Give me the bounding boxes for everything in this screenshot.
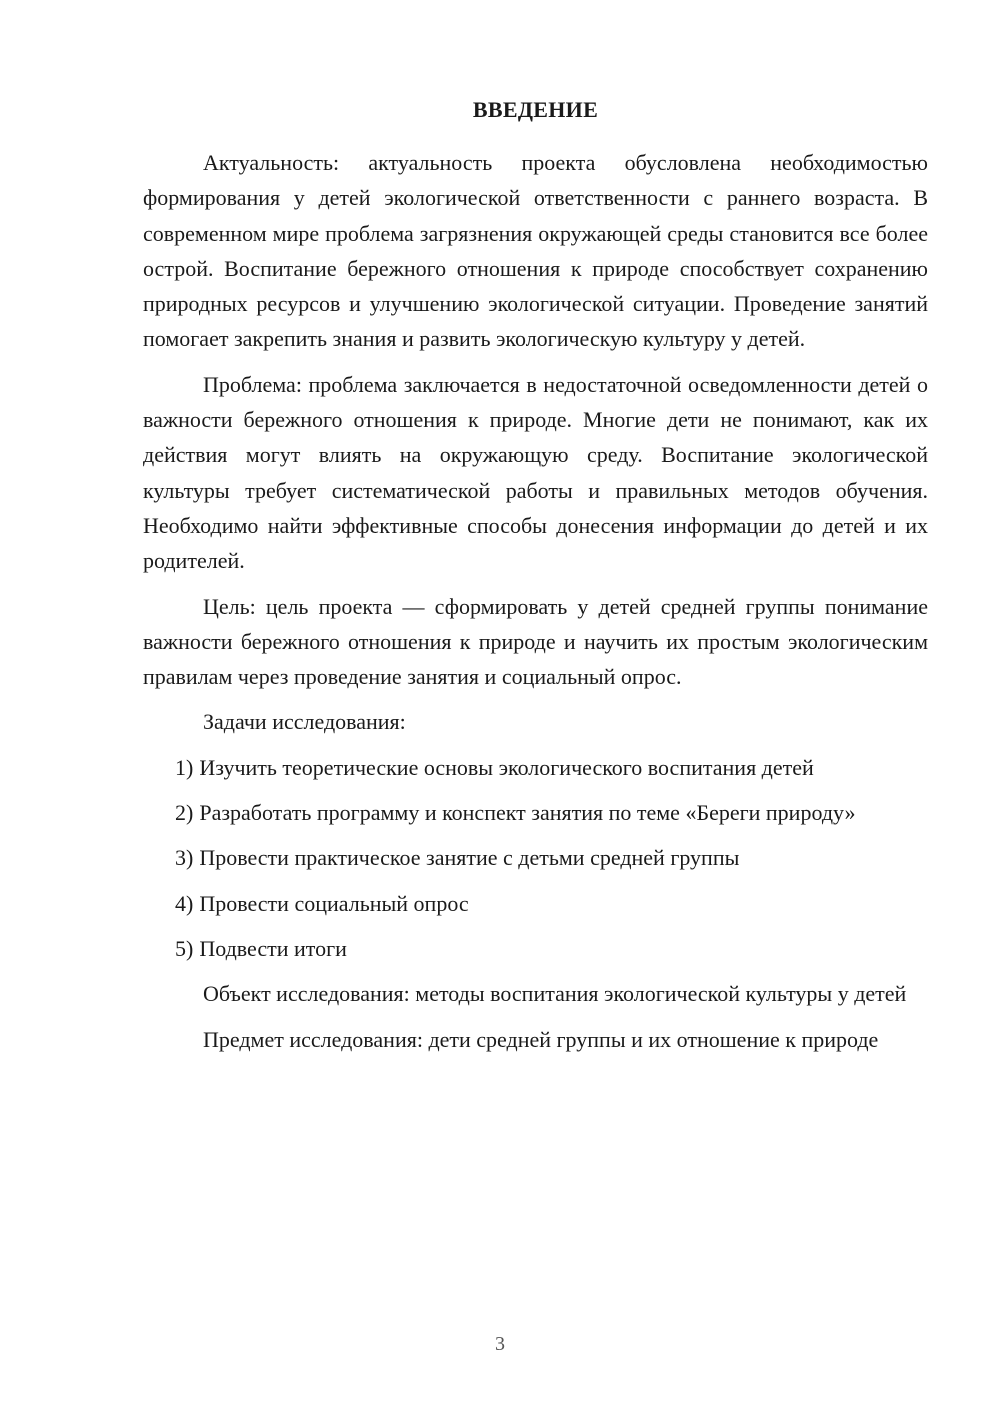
task-item-3 xyxy=(143,840,928,875)
page-number: 3 xyxy=(495,1333,505,1355)
task-text: Разработать программу и конспект занятия по теме «Береги природу» xyxy=(199,800,856,826)
task-text: Провести социальный опрос xyxy=(199,890,469,916)
document-page xyxy=(143,95,928,1067)
task-number: 1) xyxy=(175,754,194,780)
research-subject-paragraph: Предмет исследования: дети средней группы и их отношение к природе xyxy=(203,1026,879,1052)
task-item-2 xyxy=(143,795,928,830)
task-text: Провести практическое занятие с детьми средней группы xyxy=(199,845,740,871)
tasks-heading: Задачи исследования: xyxy=(203,709,406,735)
task-item-5 xyxy=(143,931,928,966)
task-number: 5) xyxy=(175,935,194,961)
task-number: 3) xyxy=(175,845,194,871)
section-title: ВВЕДЕНИЕ xyxy=(472,97,599,122)
problem-paragraph: Проблема: проблема заключается в недостаточной осведомленности детей о важности бережного отношения к природе. Многие дети не понимают, как их действия могут влиять на окружающую среду. Воспитание экологической культуры требует систематической работы и правильных методов обучения. Необходимо найти эффективные способы донесения информации до детей и их родителей. xyxy=(143,371,928,574)
research-object-paragraph: Объект исследования: методы воспитания экологической культуры у детей xyxy=(203,981,907,1007)
task-number: 2) xyxy=(175,800,194,826)
task-text: Изучить теоретические основы экологического воспитания детей xyxy=(199,754,814,780)
task-text: Подвести итоги xyxy=(199,935,347,961)
goal-paragraph: Цель: цель проекта — сформировать у детей средней группы понимание важности бережного отношения к природе и научить их простым экологическим правилам через проведение занятия и социальный опрос. xyxy=(143,593,928,690)
relevance-paragraph: Актуальность: актуальность проекта обусловлена необходимостью формирования у детей экологической ответственности с раннего возраста. В современном мире проблема загрязнения окружающей среды становится все более острой. Воспитание бережного отношения к природе способствует сохранению природных ресурсов и улучшению экологической ситуации. Проведение занятий помогает закрепить знания и развить экологическую культуру у детей. xyxy=(143,150,928,352)
task-item-1 xyxy=(143,750,928,785)
task-item-4 xyxy=(143,886,928,921)
task-number: 4) xyxy=(175,890,194,916)
